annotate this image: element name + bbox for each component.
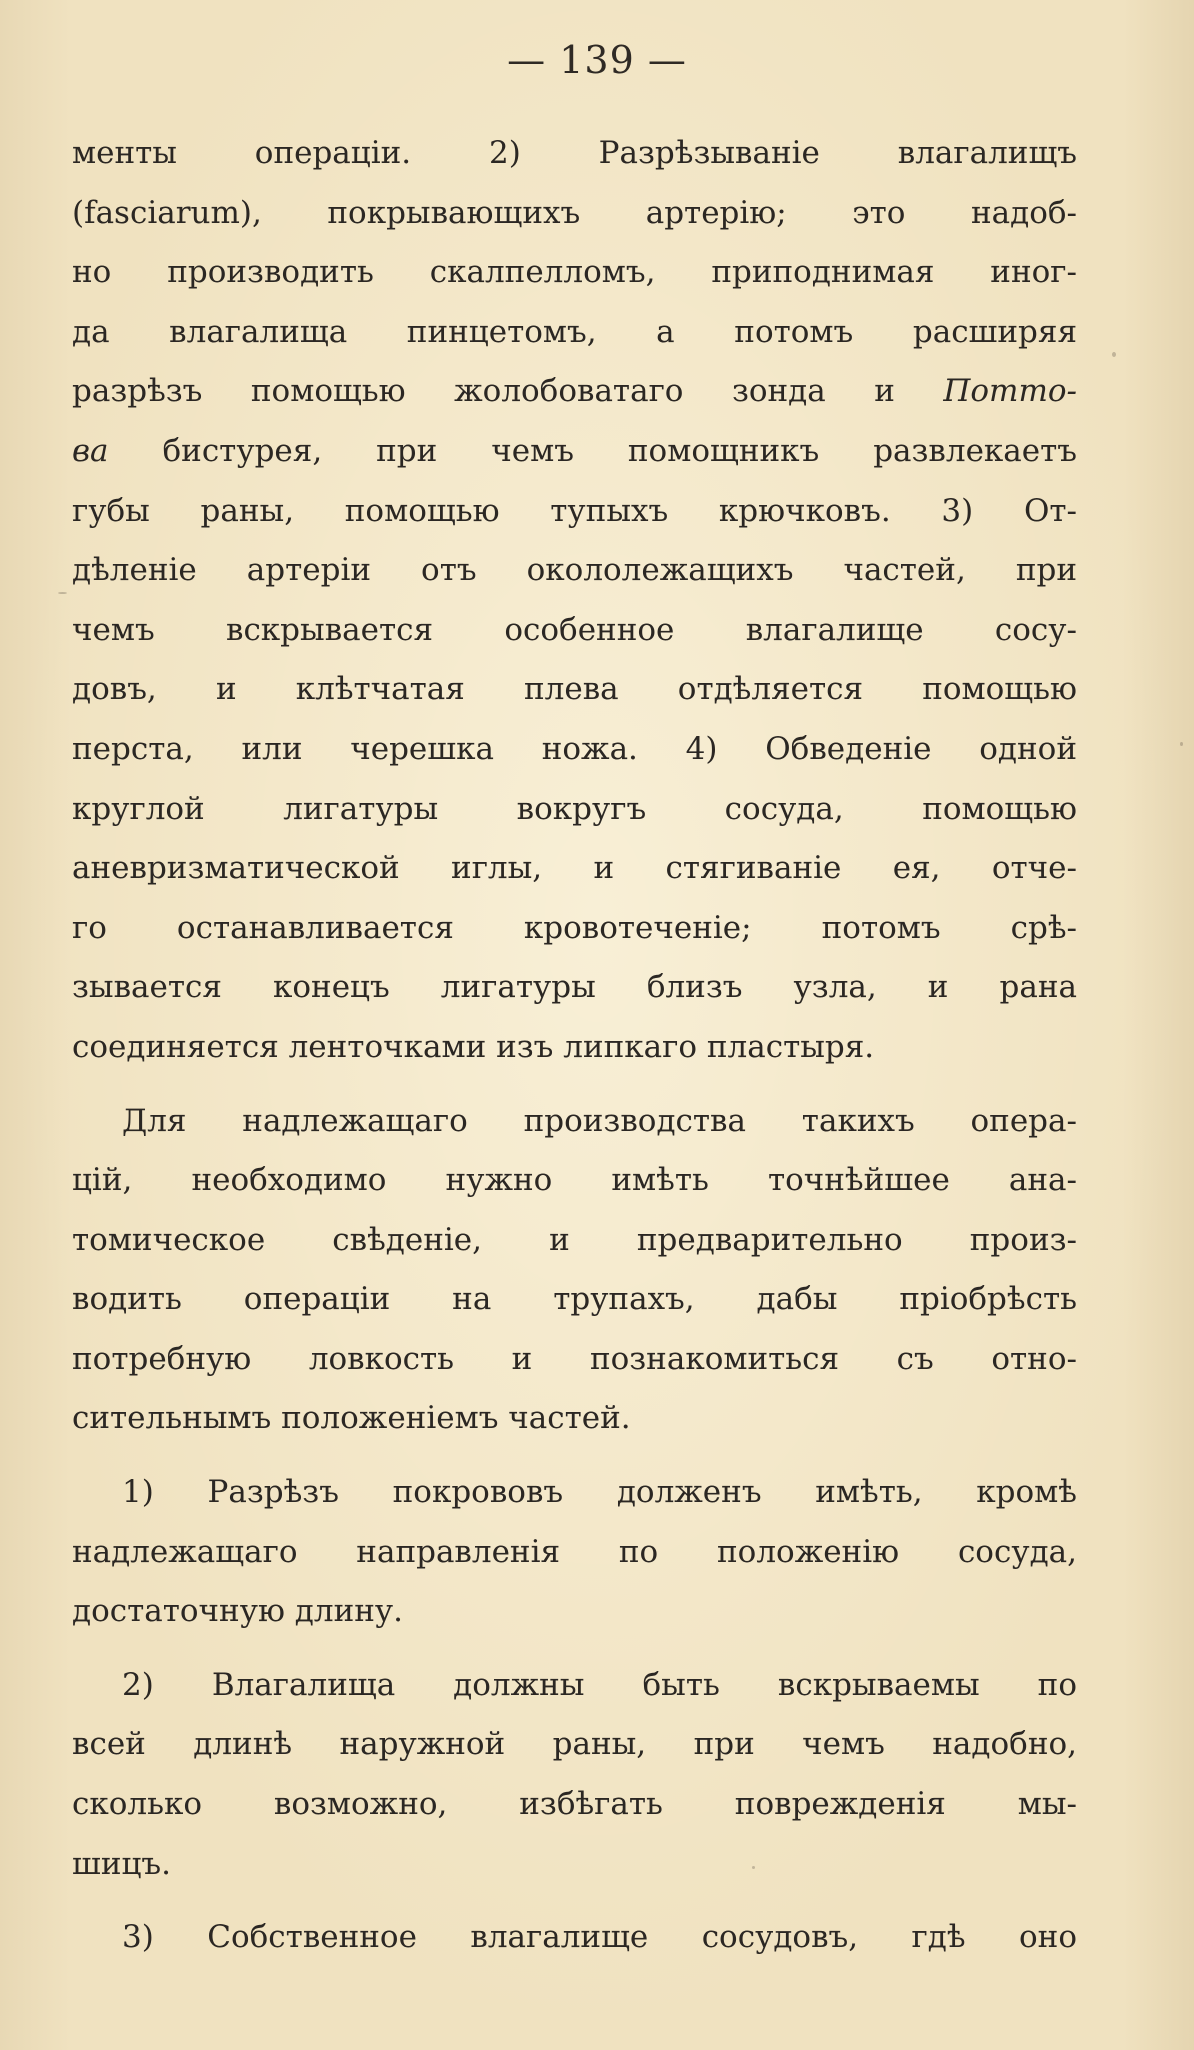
text-line — [72, 303, 1077, 363]
text-line — [72, 1715, 1077, 1775]
text-run: но производить скалпелломъ, приподнимая иног- — [72, 254, 1077, 291]
text-line — [72, 1151, 1077, 1211]
text-line — [72, 1523, 1077, 1583]
text-line — [72, 362, 1077, 422]
text-line — [72, 243, 1077, 303]
text-run: всей длинѣ наружной раны, при чемъ надобно, — [72, 1726, 1077, 1763]
text-run: сколько возможно, избѣгать поврежденія мы- — [72, 1786, 1077, 1823]
text-run: соединяется ленточками изъ липкаго пластыря. — [72, 1028, 875, 1065]
text-line — [72, 1908, 1077, 1968]
text-line — [72, 1775, 1077, 1835]
page-number: — 139 — — [507, 38, 687, 82]
text-line — [72, 720, 1077, 780]
text-run: зывается конецъ лигатуры близъ узла, и рана — [72, 969, 1077, 1006]
text-line — [72, 601, 1077, 661]
text-line — [72, 1330, 1077, 1390]
text-run: (fasciarum), покрывающихъ артерію; это надоб- — [72, 194, 1077, 231]
text-run: бистурея, при чемъ помощникъ развлекаетъ — [108, 432, 1077, 469]
text-run: довъ, и клѣтчатая плева отдѣляется помощью — [72, 671, 1077, 708]
text-line — [72, 1835, 1077, 1895]
text-line — [72, 1211, 1077, 1271]
text-run: губы раны, помощью тупыхъ крючковъ. 3) От- — [72, 492, 1077, 529]
paragraph-gap — [72, 1078, 1077, 1092]
text-line — [72, 1463, 1077, 1523]
text-line — [72, 839, 1077, 899]
text-line — [72, 899, 1077, 959]
body-text — [72, 124, 1077, 1968]
text-line — [72, 1656, 1077, 1716]
text-run: водить операціи на трупахъ, дабы пріобрѣсть — [72, 1281, 1077, 1318]
text-line — [72, 1389, 1077, 1449]
text-line — [72, 1018, 1077, 1078]
paper-speck — [1112, 352, 1116, 357]
paper-speck — [1180, 742, 1183, 746]
paragraph-gap — [72, 1894, 1077, 1908]
text-run: Для надлежащаго производства такихъ опера- — [122, 1102, 1077, 1139]
text-line — [72, 482, 1077, 542]
text-line — [72, 1092, 1077, 1152]
text-run: го останавливается кровотеченіе; потомъ срѣ- — [72, 909, 1077, 946]
text-line — [72, 1582, 1077, 1642]
text-line — [72, 780, 1077, 840]
text-run: потребную ловкость и познакомиться съ отно- — [72, 1340, 1077, 1377]
text-line — [72, 124, 1077, 184]
text-run: надлежащаго направленія по положенію сосуда, — [72, 1533, 1077, 1570]
text-run: 2) Влагалища должны быть вскрываемы по — [122, 1666, 1077, 1703]
text-line — [72, 1270, 1077, 1330]
text-run: достаточную длину. — [72, 1593, 403, 1630]
text-run: да влагалища пинцетомъ, а потомъ расширяя — [72, 313, 1077, 350]
paragraph-gap — [72, 1449, 1077, 1463]
text-run: круглой лигатуры вокругъ сосуда, помощью — [72, 790, 1077, 827]
text-run: 3) Собственное влагалище сосудовъ, гдѣ оно — [122, 1919, 1077, 1956]
text-run: чемъ вскрывается особенное влагалище сосу- — [72, 611, 1077, 648]
text-run: цій, необходимо нужно имѣть точнѣйшее ана- — [72, 1162, 1077, 1199]
text-line — [72, 660, 1077, 720]
text-line — [72, 422, 1077, 482]
text-run: шицъ. — [72, 1845, 171, 1882]
text-run: разрѣзъ помощью жолобоватаго зонда и — [72, 373, 944, 410]
text-run: аневризматической иглы, и стягиваніе ея, отче- — [72, 850, 1077, 887]
italic-text: Поттo- — [943, 373, 1077, 410]
text-run: менты операціи. 2) Разрѣзываніе влагалищъ — [72, 135, 1077, 171]
text-run: 1) Разрѣзъ покрововъ долженъ имѣть, кромѣ — [122, 1474, 1077, 1511]
text-run: перста, или черешка ножа. 4) Обведеніе одной — [72, 730, 1077, 767]
text-line — [72, 541, 1077, 601]
italic-text: ва — [72, 432, 109, 469]
text-run: сительнымъ положеніемъ частей. — [72, 1400, 631, 1437]
text-run: дѣленіе артеріи отъ окололежащихъ частей, при — [72, 552, 1077, 589]
text-run: томическое свѣденіе, и предварительно произ- — [72, 1221, 1077, 1258]
paragraph-gap — [72, 1642, 1077, 1656]
paper-speck — [58, 592, 67, 594]
text-line — [72, 184, 1077, 244]
paper-speck — [752, 1866, 755, 1869]
text-line — [72, 958, 1077, 1018]
